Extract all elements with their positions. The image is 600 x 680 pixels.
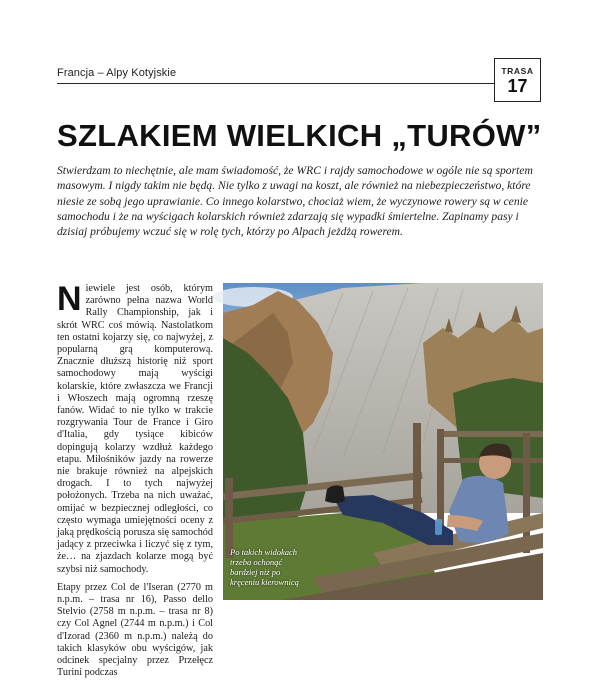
drop-cap: N (57, 280, 82, 318)
header-rule (57, 83, 494, 84)
route-label: TRASA (501, 66, 534, 76)
article-lead: Stwierdzam to niechętnie, ale mam świadomość, że WRC i rajdy samochodowe w ogóle nie są sportem masowym. I nigdy takim nie będą. Nie tylko z uwagi na koszt, ale również na niebezpieczeństwo, które niesie ze sobą jego uprawianie. Co innego kolarstwo, chociaż wiem, że wyczynowe rowery są w cenie samochodu i że na wyścigach kolarskich również zdarzają się wypadki śmiertelne. Zapinamy pasy i dzisiaj próbujemy wczuć się w rolę tych, którzy po Alpach jeżdżą rowerem. (57, 164, 533, 239)
route-number: 17 (507, 76, 528, 96)
body-paragraph-1 (57, 280, 213, 576)
photo-caption: Po takich widokach trzeba ochonąć bardziej niż po kręceniu kierownicą (230, 547, 299, 587)
route-badge (494, 58, 541, 102)
body-paragraph-2: Etapy przez Col de l'Iseran (2770 m n.p.m. – trasa nr 16), Passo dello Stelvio (2758 m n.p.m. – trasa nr 8) czy Col Agnel (2744 m n.p.m.) i Col d'Izorad (2360 m n.p.m.) należą do takich klasyków obu wyścigów, jak odcinek specjalny przez Przełęcz Turini podczas (57, 581, 213, 679)
article-title: SZLAKIEM WIELKICH „TURÓW” (57, 118, 542, 153)
article-body (57, 280, 213, 679)
water-bottle (435, 519, 442, 535)
breadcrumb: Francja – Alpy Kotyjskie (57, 67, 177, 79)
paragraph-1-text: iewiele jest osób, którym zarówno pełna nazwa World Rally Championship, jak i skrót WRC coś mówią. Nastolatkom ten ostatni kojarzy się, co najwyżej, z popularną grą komputerową. Znacznie dłuższą historię niż sport samochodowy mają wyścigi kolarskie, które zwłaszcza we Francji i Włoszech mają ogromną rzeszę fanów. Widać to nie tylko w trakcie rozgrywania Tour de France i Giro d'Italia, gdy tysiące kibiców dopingują kolarzy wzdłuż każdego etapu. Miłośników jazdy na rowerze nie brakuje również na alpejskich drogach. I to tych najwyżej położonych. Trzeba na nich uważać, omijać w bezpiecznej odległości, co często wymaga umiejętności oceny z jaką prędkością porusza się samochód jadący z przeciwka i liczyć się z tym, że… na zjazdach kolarze mogą być szybsi niż samochody. (57, 283, 213, 575)
